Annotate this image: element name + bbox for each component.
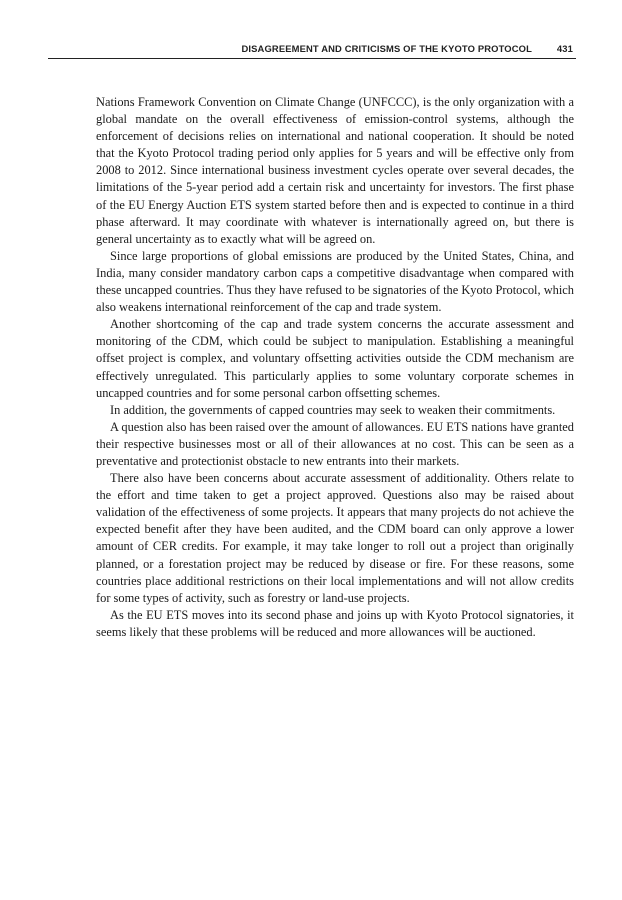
paragraph: Another shortcoming of the cap and trade system concerns the accurate assessment and monitoring of the CDM, which could be subject to manipulation. Establishing a meaningful offset project is complex, and voluntary offsetting activities outside the CDM mechanism are effectively unregulated. This particularly applies to some voluntary corporate schemes in uncapped countries and for some personal carbon offsetting schemes. <box>96 317 574 400</box>
paragraph: A question also has been raised over the amount of allowances. EU ETS nations have granted their respective businesses most or all of their allowances at no cost. This can be seen as a preventative and protectionist obstacle to new entrants into their markets. <box>96 419 574 468</box>
paragraph: Since large proportions of global emissions are produced by the United States, China, and India, many consider mandatory carbon caps a competitive disadvantage when compared with these uncapped countries. Thus they have refused to be signatories of the Kyoto Protocol, which also weakens international reinforcement of the cap and trade system. <box>96 248 574 315</box>
paragraph: In addition, the governments of capped countries may seek to weaken their commitments. <box>110 402 556 417</box>
running-header <box>48 36 576 59</box>
paragraph: As the EU ETS moves into its second phase and joins up with Kyoto Protocol signatories, it seems likely that these problems will be reduced and more allowances will be auctioned. <box>96 607 574 639</box>
page-number: 431 <box>556 43 573 54</box>
paragraph: Nations Framework Convention on Climate Change (UNFCCC), is the only organization with a global mandate on the overall effectiveness of emission-control systems, although the enforcement of decisions relies on international and national cooperation. It should be noted that the Kyoto Protocol trading period only applies for 5 years and will be effective only from 2008 to 2012. Since international business investment cycles operate over several decades, the limitations of the 5-year period add a certain risk and uncertainty for investors. The first phase of the EU Energy Auction ETS system started before then and is expected to continue in a third phase afterward. It may coordinate with whatever is internationally agreed on, but there is general uncertainty as to exactly what will be agreed on. <box>96 95 574 246</box>
running-title: DISAGREEMENT AND CRITICISMS OF THE KYOTO PROTOCOL <box>241 43 532 54</box>
paragraph: There also have been concerns about accurate assessment of additionality. Others relate to the effort and time taken to get a project approved. Questions also may be raised about validation of the effectiveness of some projects. It appears that many projects do not achieve the expected benefit after they have been audited, and the CDM board can only approve a lower amount of CER credits. For example, it may take longer to roll out a project than originally planned, or a forestation project may be reduced by disease or fire. For these reasons, some countries place additional restrictions on their local implementations and will not allow credits for some types of activity, such as forestry or land-use projects. <box>96 471 574 605</box>
body-text <box>96 94 574 641</box>
